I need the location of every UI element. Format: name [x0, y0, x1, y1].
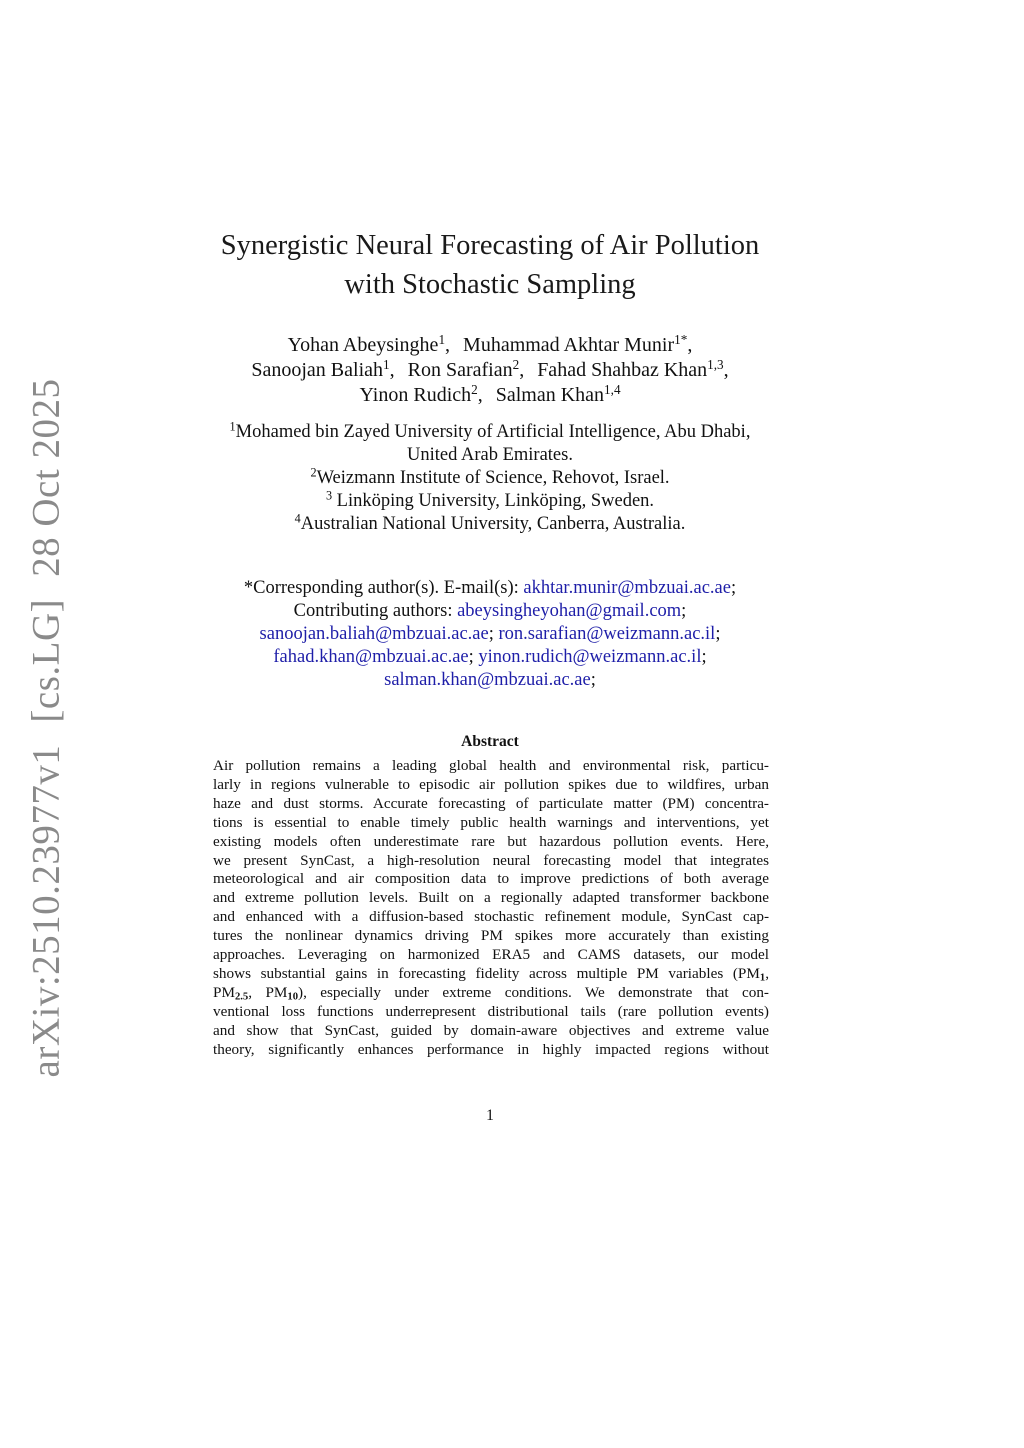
arxiv-id: arXiv:2510.23977v1 — [24, 744, 68, 1078]
abstract-body — [213, 757, 769, 1060]
title-line-1: Synergistic Neural Forecasting of Air Pollution — [220, 230, 760, 261]
abstract-line: ventional loss functions underrepresent distributional tails (rare pollution events) — [213, 1002, 769, 1020]
affiliation-list — [170, 421, 810, 536]
abstract-line-pm-vars: PM2.5, PM10), especially under extreme conditions. We demonstrate that con- — [213, 983, 769, 1003]
arxiv-side-stamp — [24, 379, 69, 1078]
page-number: 1 — [486, 1107, 494, 1124]
author-line-3 — [170, 383, 810, 408]
paper-title — [190, 226, 790, 304]
affiliation: $^4$Australian National University, Canberra, Australia. — [294, 511, 686, 534]
author-list — [170, 333, 810, 408]
contributing-label: Contributing authors: — [293, 601, 453, 621]
author: Yinon Rudich$^2$, — [359, 381, 483, 406]
contact-block — [170, 577, 810, 692]
email-line: fahad.khan@mbzuai.ac.ae; yinon.rudich@weizmann.ac.il; — [273, 647, 707, 667]
affiliation: $^3$ Linköping University, Linköping, Sweden. — [325, 488, 655, 511]
author: Yohan Abeysinghe$^1$, — [287, 331, 451, 356]
email-link[interactable]: abeysingheyohan@gmail.com — [457, 601, 682, 621]
corresponding-line: *Corresponding author(s). E-mail(s): akhtar.munir@mbzuai.ac.ae; — [243, 578, 737, 598]
abstract-line: and enhanced with a diffusion-based stochastic refinement module, SynCast cap- — [213, 908, 769, 926]
arxiv-date: 28 Oct 2025 — [24, 378, 68, 577]
abstract-line: Air pollution remains a leading global health and environmental risk, particu- — [213, 757, 769, 774]
abstract-line: and show that SynCast, guided by domain-aware objectives and extreme value — [213, 1021, 769, 1039]
author-line-2 — [170, 358, 810, 383]
affiliation: $^2$Weizmann Institute of Science, Rehovot, Israel. — [310, 465, 670, 488]
abstract-line: we present SynCast, a high-resolution neural forecasting model that integrates — [213, 851, 769, 869]
abstract-line: tions is essential to enable timely public health warnings and interventions, yet — [213, 813, 769, 831]
author: Salman Khan$^{1,4}$ — [495, 381, 621, 406]
author: Muhammad Akhtar Munir$^{1*}$, — [463, 331, 693, 356]
abstract-line-pm: shows substantial gains in forecasting fidelity across multiple PM variables (PM1, — [213, 964, 769, 984]
email-link-corresponding[interactable]: akhtar.munir@mbzuai.ac.ae — [523, 578, 731, 598]
email-line: salman.khan@mbzuai.ac.ae; — [384, 670, 596, 690]
abstract-line: and extreme pollution levels. Built on a regionally adapted transformer backbone — [213, 889, 769, 907]
abstract-line: approaches. Leveraging on harmonized ERA5 and CAMS datasets, our model — [213, 946, 769, 964]
email-link[interactable]: sanoojan.baliah@mbzuai.ac.ae — [259, 624, 489, 644]
abstract-line: larly in regions vulnerable to episodic air pollution spikes due to wildfires, urban — [213, 775, 769, 793]
author: Fahad Shahbaz Khan$^{1,3}$, — [537, 356, 729, 381]
abstract-line: meteorological and air composition data to improve predictions of both average — [213, 870, 769, 888]
contributing-line: Contributing authors: abeysingheyohan@gmail.com; — [293, 601, 687, 621]
abstract-line: theory, significantly enhances performance in highly impacted regions without — [213, 1040, 769, 1058]
author: Ron Sarafian$^2$, — [407, 356, 525, 381]
abstract-line: haze and dust storms. Accurate forecasting of particulate matter (PM) concentra- — [213, 794, 769, 812]
email-link[interactable]: ron.sarafian@weizmann.ac.il — [498, 624, 716, 644]
author: Sanoojan Baliah$^1$, — [251, 356, 395, 381]
abstract-heading: Abstract — [461, 733, 519, 750]
title-line-2: with Stochastic Sampling — [344, 269, 636, 300]
abstract-line: tures the nonlinear dynamics driving PM spikes more accurately than existing — [213, 927, 769, 945]
email-link[interactable]: salman.khan@mbzuai.ac.ae — [384, 670, 591, 690]
arxiv-category: [cs.LG] — [24, 598, 68, 723]
email-link[interactable]: yinon.rudich@weizmann.ac.il — [478, 647, 702, 667]
abstract-line: existing models often underestimate rare but hazardous pollution events. Here, — [213, 832, 769, 850]
email-line: sanoojan.baliah@mbzuai.ac.ae; ron.sarafian@weizmann.ac.il; — [259, 624, 721, 644]
author-line-1 — [170, 333, 810, 358]
affiliation: United Arab Emirates. — [407, 445, 573, 465]
affiliation: $^1$Mohamed bin Zayed University of Artificial Intelligence, Abu Dhabi, — [229, 419, 751, 442]
corresponding-label: *Corresponding author(s). E-mail(s): — [243, 578, 519, 598]
email-link[interactable]: fahad.khan@mbzuai.ac.ae — [273, 647, 469, 667]
